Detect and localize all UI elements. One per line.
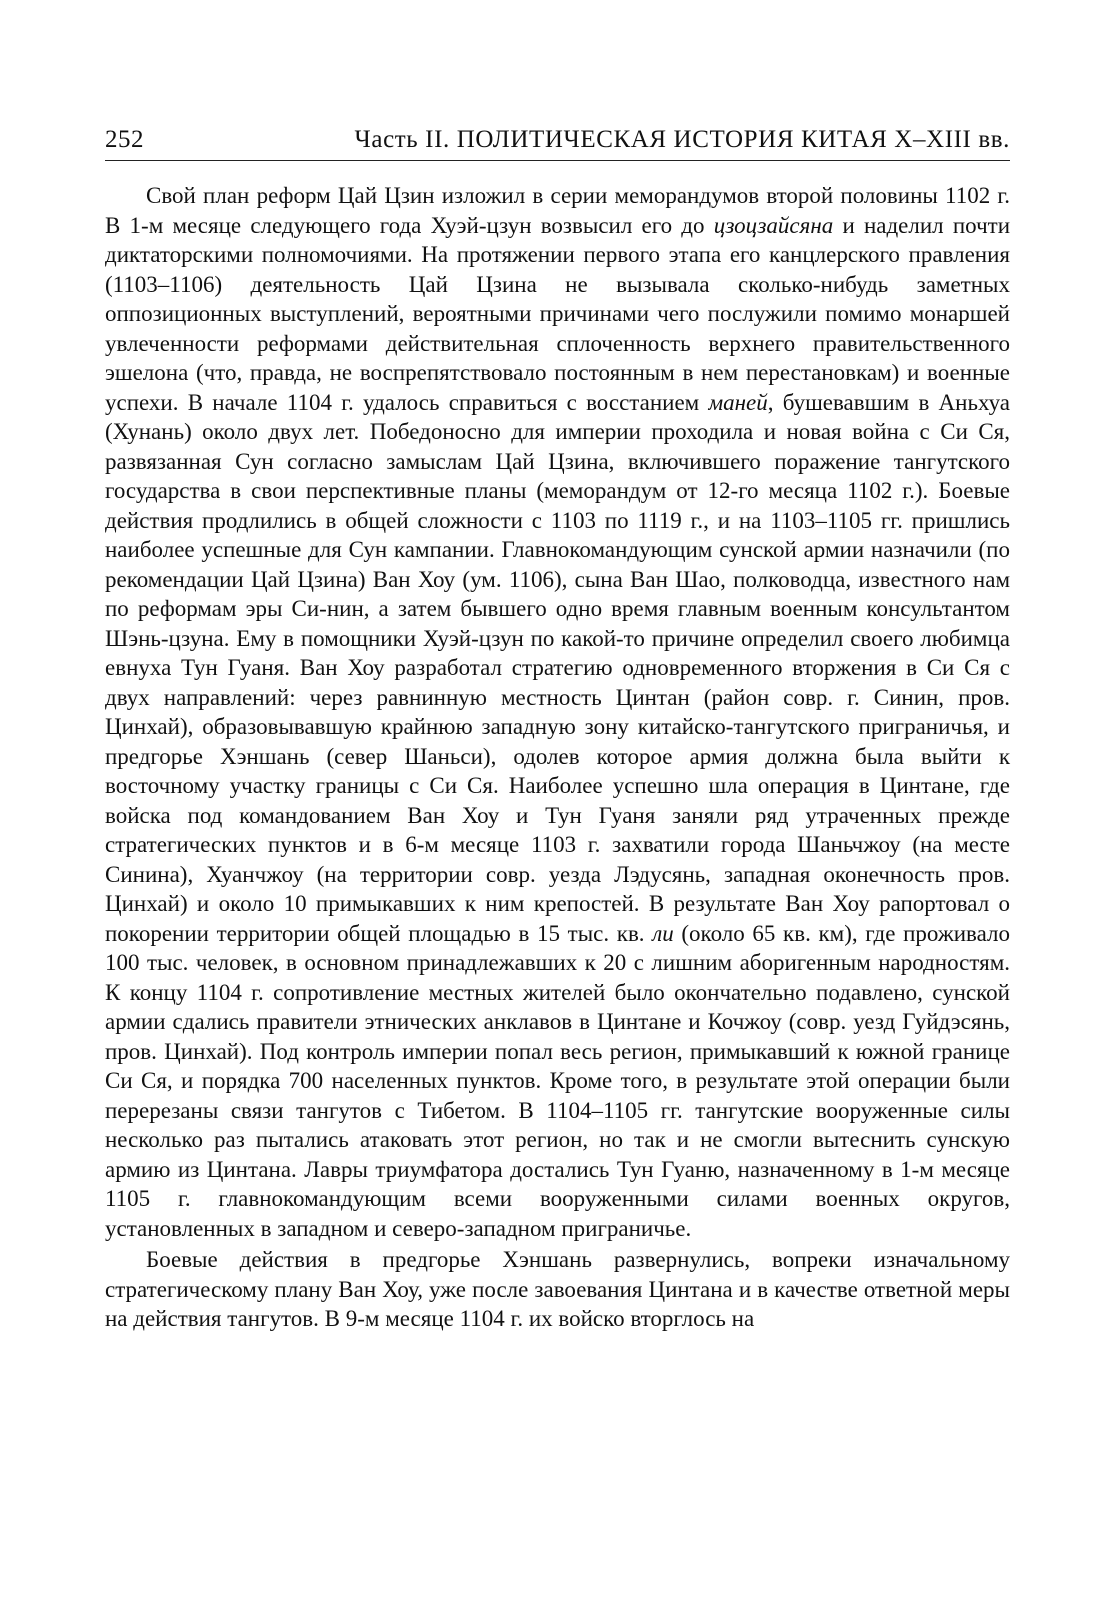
italic-term: цзоцзайсяна xyxy=(713,212,834,238)
text-run: Боевые действия в предгорье Хэншань развернулись, вопреки изначальному стратегическому плану Ван Хоу, уже после завоевания Цинтана и в качестве ответной меры на действия тангутов. В 9-м месяце 1104 г. их войско вторглось на xyxy=(105,1247,1010,1331)
book-page xyxy=(105,120,1010,1334)
italic-term: ли xyxy=(652,920,674,946)
running-header xyxy=(105,120,1010,161)
text-run: , бушевавшим в Аньхуа (Хунань) около двух лет. Победоносно для империи проходила и новая война с Си Ся, развязанная Сун согласно замыслам Цай Цзина, включившего поражение тангутского государства в свои перспективные планы (меморандум от 12-го месяца 1102 г.). Боевые действия продлились в общей сложности с 1103 по 1119 г., и на 1103–1105 гг. пришлись наиболее успешные для Сун кампании. Главнокомандующим сунской армии назначили (по рекомендации Цай Цзина) Ван Хоу (ум. 1106), сына Ван Шао, полководца, известного нам по реформам эры Си-нин, а затем бывшего одно время главным военным консультантом Шэнь-цзуна. Ему в помощники Хуэй-цзун по какой-то причине определил своего любимца евнуха Тун Гуаня. Ван Хоу разработал стратегию одновременного вторжения в Си Ся с двух направлений: через равнинную местность Цинтан (район совр. г. Синин, пров. Цинхай), образовывавшую крайнюю западную зону китайско-тангутского приграничья, и предгорье Хэншань (север Шаньси), одолев которое армия должна была выйти к восточному участку границы с Си Ся. Наиболее успешно шла операция в Цинтане, где войска под командованием Ван Хоу и Тун Гуаня заняли ряд утраченных прежде стратегических пунктов и в 6-м месяце 1103 г. захватили города Шаньчжоу (на месте Синина), Хуанчжоу (на территории совр. уезда Лэдусянь, западная оконечность пров. Цинхай) и около 10 примыкавших к ним крепостей. В результате Ван Хоу рапортовал о покорении территории общей площадью в 15 тыс. кв. xyxy=(105,389,1010,946)
italic-term: маней xyxy=(708,389,768,415)
text-run: Свой план реформ Цай Цзин изложил в серии меморандумов второй половины 1102 г. В 1-м месяце следующего года Хуэй-цзун возвысил его до xyxy=(105,183,1010,238)
text-run: и наделил почти диктаторскими полномочиями. На протяжении первого этапа его канцлерского правления (1103–1106) деятельность Цай Цзина не вызывала сколько-нибудь заметных оппозиционных выступлений, вероятными причинами чего послужили помимо монаршей увлеченности реформами действительная сплоченность верхнего правительственного эшелона (что, правда, не воспрепятствовало постоянным в нем перестановкам) и военные успехи. В начале 1104 г. удалось справиться с восстанием xyxy=(105,212,1010,415)
body-text xyxy=(105,181,1010,1334)
page-number: 252 xyxy=(105,126,144,153)
paragraph xyxy=(105,1245,1010,1334)
running-header-title: Часть II. ПОЛИТИЧЕСКАЯ ИСТОРИЯ КИТАЯ X–XIII вв. xyxy=(354,126,1010,153)
text-run: (около 65 кв. км), где проживало 100 тыс. человек, в основном принадлежавших к 20 с лишним аборигенным народностям. К концу 1104 г. сопротивление местных жителей было окончательно подавлено, сунской армии сдались правители этнических анклавов в Цинтане и Кочжоу (совр. уезд Гуйдэсянь, пров. Цинхай). Под контроль империи попал весь регион, примыкавший к южной границе Си Ся, и порядка 700 населенных пунктов. Кроме того, в результате этой операции были перерезаны связи тангутов с Тибетом. В 1104–1105 гг. тангутские вооруженные силы несколько раз пытались атаковать этот регион, но так и не смогли вытеснить сунскую армию из Цинтана. Лавры триумфатора достались Тун Гуаню, назначенному в 1-м месяце 1105 г. главнокомандующим всеми вооруженными силами военных округов, установленных в западном и северо-западном приграничье. xyxy=(105,920,1011,1241)
paragraph xyxy=(105,181,1010,1243)
